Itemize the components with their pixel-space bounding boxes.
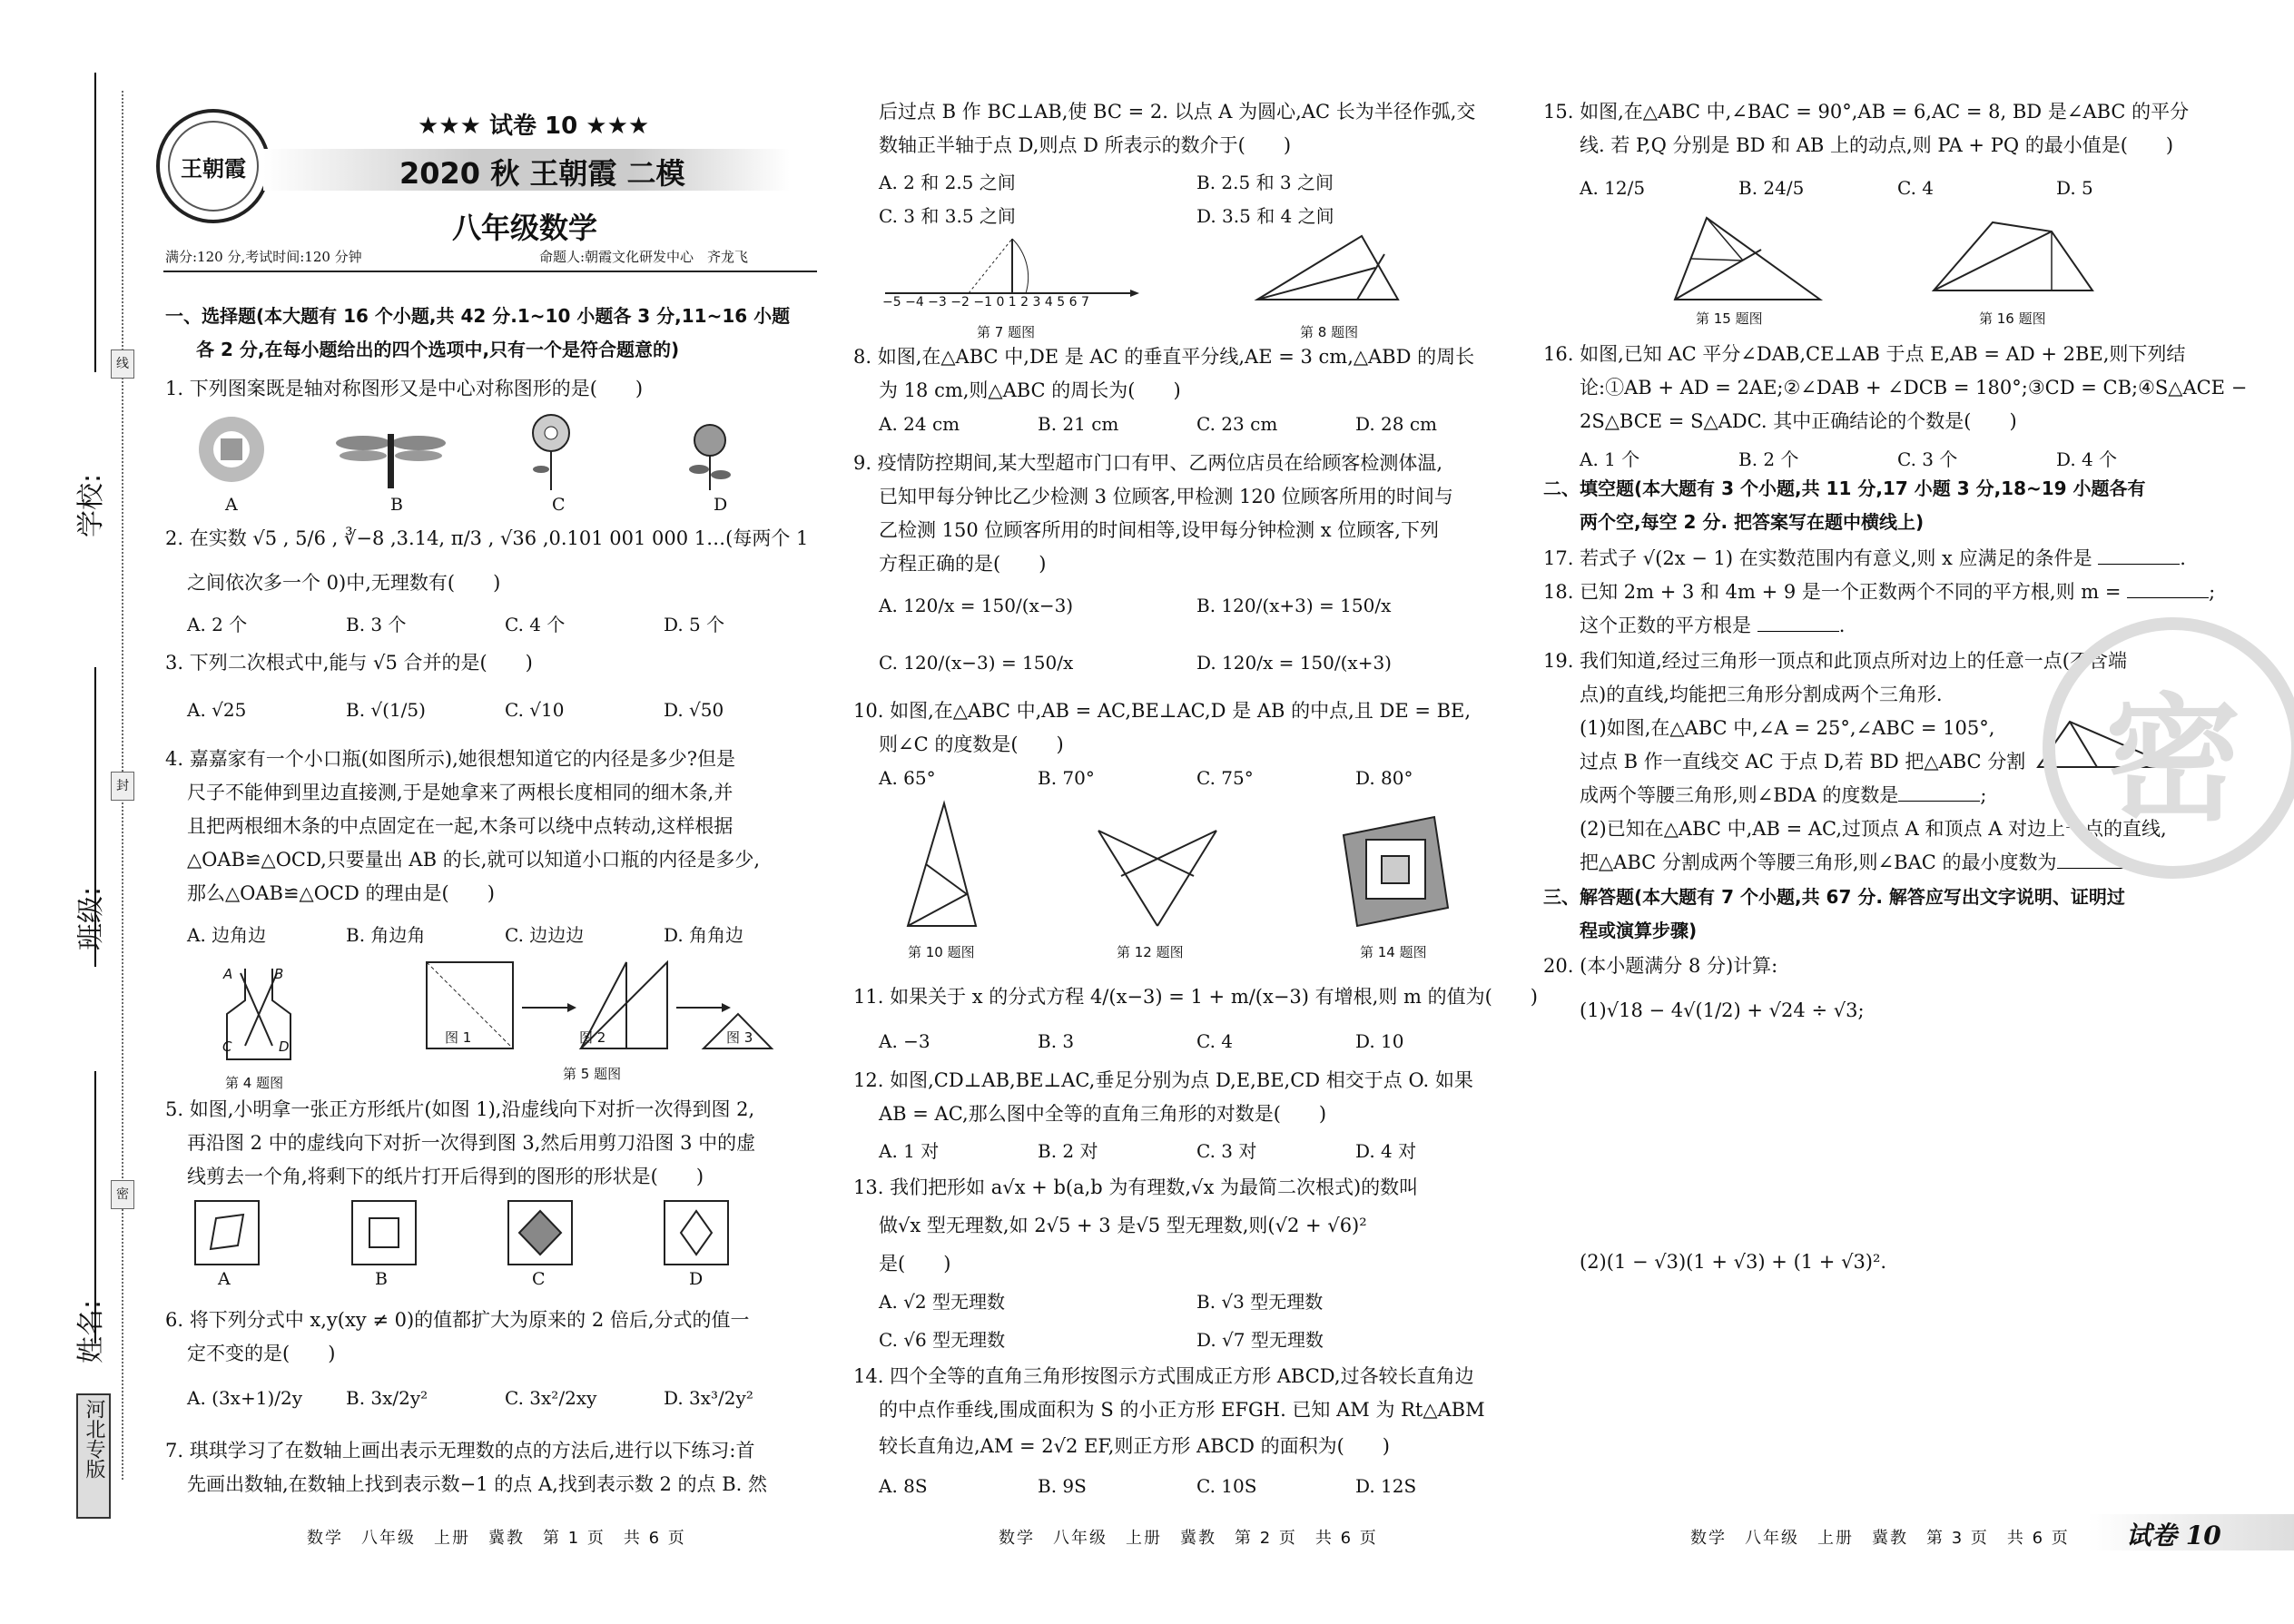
q5-option-shapes: [191, 1198, 753, 1266]
q11-options: [879, 1030, 1404, 1052]
q4-options: [187, 920, 743, 947]
q6-text-2: 定不变的是( ): [187, 1343, 336, 1364]
q4-option-c: C. 边边边: [505, 924, 585, 946]
q9-option-b: B. 120/(x+3) = 150/x: [1196, 595, 1392, 616]
q14-text-1: 14. 四个全等的直角三角形按图示方式围成正方形 ABCD,过各较长直角边: [853, 1365, 1474, 1387]
q5-option-b: B: [375, 1269, 388, 1289]
q5-option-a: A: [218, 1269, 231, 1289]
q7-option-a: A. 2 和 2.5 之间: [879, 172, 1016, 193]
q14-options: [879, 1475, 1416, 1497]
q13-option-d: D. √7 型无理数: [1196, 1329, 1324, 1351]
q8-option-a: A. 24 cm: [879, 413, 960, 435]
q9-text-3: 乙检测 150 位顾客所用的时间相等,设甲每分钟检测 x 位顾客,下列: [879, 519, 1439, 541]
fig5-label-1: 图 1: [445, 1029, 472, 1046]
q7-text-2: 先画出数轴,在数轴上找到表示数−1 的点 A,找到表示数 2 的点 B. 然: [187, 1473, 767, 1495]
q18-blank-2[interactable]: [1757, 631, 1839, 632]
q3-options: [187, 699, 724, 721]
q19-text-7: 把△ABC 分割成两个等腰三角形,则∠BAC 的最小度数为 .: [1580, 851, 2145, 873]
section3-subtitle: 程或演算步骤): [1580, 920, 1698, 941]
fig8-triangle: [1253, 231, 1416, 304]
q8-option-d: D. 28 cm: [1355, 413, 1438, 435]
meta-right: 命题人:朝霞文化研发中心 齐龙飞: [539, 249, 749, 265]
q15-option-b: B. 24/5: [1738, 177, 1805, 199]
q16-text-1: 16. 如图,已知 AC 平分∠DAB,CE⊥AB 于点 E,AB = AD + 2BE,则下列结: [1543, 343, 2186, 365]
q2-option-d: D. 5 个: [664, 614, 725, 635]
q8-text-1: 8. 如图,在△ABC 中,DE 是 AC 的垂直平分线,AE = 3 cm,△ABD 的周长: [853, 346, 1475, 368]
fig10-caption: 第 10 题图: [908, 944, 975, 960]
q9-option-d: D. 120/x = 150/(x+3): [1196, 652, 1392, 674]
q4-option-b: B. 角边角: [346, 924, 426, 946]
fig14-squares: [1334, 812, 1462, 930]
q16-options: [1580, 445, 2117, 471]
q15-option-d: D. 5: [2056, 177, 2093, 199]
q4-option-a: A. 边角边: [187, 924, 267, 946]
fig7-caption: 第 7 题图: [977, 324, 1036, 340]
q3-option-b: B. √(1/5): [346, 699, 426, 721]
q5-option-d: D: [689, 1269, 704, 1289]
q5-option-c: C: [532, 1269, 546, 1289]
q17-blank[interactable]: [2098, 564, 2180, 565]
q16-option-d: D. 4 个: [2056, 448, 2118, 470]
q7-option-d: D. 3.5 和 4 之间: [1196, 205, 1334, 227]
q19-text-1: 19. 我们知道,经过三角形一顶点和此顶点所对边上的任意一点(不含端: [1543, 650, 2127, 672]
q11-text: 11. 如果关于 x 的分式方程 4/(x−3) = 1 + m/(x−3) 有增根,则 m 的值为( ): [853, 986, 1538, 1008]
edition-badge: [76, 1393, 111, 1519]
q9-option-a: A. 120/x = 150/(x−3): [879, 595, 1074, 616]
fig12-diagram: [1089, 822, 1226, 930]
q12-option-c: C. 3 对: [1196, 1140, 1257, 1162]
fig5-label-2: 图 2: [579, 1029, 606, 1046]
q5-text-1: 5. 如图,小明拿一张正方形纸片(如图 1),沿虚线向下对折一次得到图 2,: [165, 1098, 755, 1120]
q7-text-1: 7. 琪琪学习了在数轴上画出表示无理数的点的方法后,进行以下练习:首: [165, 1440, 755, 1462]
q6-option-b: B. 3x/2y²: [346, 1387, 428, 1409]
fig4-label-d: D: [279, 1038, 290, 1055]
fig5-label-3: 图 3: [726, 1029, 753, 1046]
q19-text-3: (1)如图,在△ABC 中,∠A = 25°,∠ABC = 105°,: [1580, 717, 1995, 739]
q4-text-2: 尺子不能伸到里边直接测,于是她拿来了两根长度相同的细木条,并: [187, 782, 733, 803]
q7-option-c: C. 3 和 3.5 之间: [879, 205, 1016, 227]
q7-options-row2: [879, 202, 1334, 228]
q10-option-a: A. 65°: [879, 767, 936, 789]
q15-text-1: 15. 如图,在△ABC 中,∠BAC = 90°,AB = 6,AC = 8, BD 是∠ABC 的平分: [1543, 101, 2190, 123]
q13-options-row2: [879, 1325, 1324, 1352]
q10-text-1: 10. 如图,在△ABC 中,AB = AC,BE⊥AC,D 是 AB 的中点,且 DE = BE,: [853, 700, 1472, 722]
school-label: 学校:: [75, 473, 108, 538]
q9-options-row2: [879, 652, 1392, 674]
q9-option-c: C. 120/(x−3) = 150/x: [879, 652, 1074, 674]
q10-option-b: B. 70°: [1038, 767, 1095, 789]
fig4-label-c: C: [222, 1038, 232, 1055]
q10-option-d: D. 80°: [1355, 767, 1413, 789]
q4-text-3: 且把两根细木条的中点固定在一起,木条可以绕中点转动,这样根据: [187, 815, 733, 837]
fig4-label-a: A: [223, 966, 233, 982]
q2-text-cont: 之间依次多一个 0)中,无理数有( ): [187, 572, 501, 594]
q15-option-c: C. 4: [1897, 177, 1935, 199]
q15-text-2: 线. 若 P,Q 分别是 BD 和 AB 上的动点,则 PA + PQ 的最小值是( ): [1580, 134, 2174, 156]
q13-text-1: 13. 我们把形如 a√x + b(a,b 为有理数,√x 为最简二次根式)的数叫: [853, 1176, 1419, 1198]
fig14-caption: 第 14 题图: [1360, 944, 1427, 960]
binding-line-top: [94, 73, 96, 372]
q9-options-row1: [879, 595, 1391, 616]
seal-stamp-text: 密: [2104, 682, 2241, 840]
footer-page3: 数学 八年级 上册 冀教 第 3 页 共 6 页: [1690, 1529, 2070, 1548]
q15-options: [1580, 177, 2093, 199]
q16-option-a: A. 1 个: [1580, 448, 1640, 470]
q4-text-1: 4. 嘉嘉家有一个小口瓶(如图所示),她很想知道它的内径是多少?但是: [165, 748, 736, 770]
exam-title: 2020 秋 王朝霞 二模: [399, 156, 685, 191]
q9-text-4: 方程正确的是( ): [879, 553, 1047, 575]
logo-text: 王朝霞: [181, 154, 246, 182]
seal-stamp: [2043, 617, 2294, 879]
section3-title: 三、解答题(本大题有 7 个小题,共 67 分. 解答应写出文字说明、证明过: [1543, 886, 2125, 908]
q12-option-d: D. 4 对: [1355, 1140, 1417, 1162]
q14-option-c: C. 10S: [1196, 1475, 1257, 1497]
q4-text-4: △OAB≌△OCD,只要量出 AB 的长,就可以知道小口瓶的内径是多少,: [187, 849, 761, 871]
q1-option-c: C: [552, 495, 566, 515]
q19-text-5: 成两个等腰三角形,则∠BDA 的度数是 ;: [1580, 784, 1987, 806]
q11-option-b: B. 3: [1038, 1030, 1075, 1052]
q16-text-2: 论:①AB + AD = 2AE;②∠DAB + ∠DCB = 180°;③CD = CB;④S△ACE −: [1580, 377, 2248, 399]
q20-part2: (2)(1 − √3)(1 + √3) + (1 + √3)².: [1580, 1251, 1887, 1273]
q8-option-b: B. 21 cm: [1038, 413, 1119, 435]
q18-text-1: 18. 已知 2m + 3 和 4m + 9 是一个正数两个不同的平方根,则 m = ;: [1543, 581, 2216, 603]
q2-option-b: B. 3 个: [346, 614, 407, 635]
seal-mark-seal: 封: [111, 772, 134, 801]
q13-option-a: A. √2 型无理数: [879, 1291, 1005, 1313]
fig15-triangle: [1666, 213, 1829, 304]
q6-options: [187, 1387, 753, 1409]
q5-options: [218, 1269, 703, 1289]
q3-text: 3. 下列二次根式中,能与 √5 合并的是( ): [165, 652, 533, 674]
q3-option-a: A. √25: [187, 699, 247, 721]
q13-options-row1: [879, 1287, 1323, 1314]
q15-option-a: A. 12/5: [1580, 177, 1646, 199]
q14-option-a: A. 8S: [879, 1475, 928, 1497]
q9-text-2: 已知甲每分钟比乙少检测 3 位顾客,甲检测 120 位顾客所用的时间与: [879, 486, 1453, 507]
q14-text-2: 的中点作垂线,围成面积为 S 的小正方形 EFGH. 已知 AM 为 Rt△ABM: [879, 1399, 1485, 1421]
fig4-label-b: B: [274, 966, 284, 982]
section1-subtitle: 各 2 分,在每小题给出的四个选项中,只有一个是符合题意的): [196, 339, 680, 360]
q13-option-b: B. √3 型无理数: [1196, 1291, 1324, 1313]
q4-option-d: D. 角角边: [664, 924, 744, 946]
q12-text-1: 12. 如图,CD⊥AB,BE⊥AC,垂足分别为点 D,E,BE,CD 相交于点 O. 如果: [853, 1069, 1473, 1091]
q6-text-1: 6. 将下列分式中 x,y(xy ≠ 0)的值都扩大为原来的 2 倍后,分式的值一: [165, 1309, 750, 1331]
q2-option-c: C. 4 个: [505, 614, 566, 635]
fig10-triangle: [903, 799, 985, 930]
q1-text: 1. 下列图案既是轴对称图形又是中心对称图形的是( ): [165, 378, 644, 399]
edition-text: 河北专版: [83, 1399, 105, 1479]
q10-options: [879, 767, 1413, 789]
class-label: 班级:: [75, 886, 108, 951]
section1-title: 一、选择题(本大题有 16 个小题,共 42 分.1~10 小题各 3 分,11~16 小题: [165, 305, 791, 327]
q7-options-row1: [879, 168, 1334, 194]
name-label: 姓名:: [75, 1299, 108, 1364]
q20-text: 20. (本小题满分 8 分)计算:: [1543, 955, 1778, 977]
fig8-caption: 第 8 题图: [1300, 324, 1359, 340]
q3-option-c: C. √10: [505, 699, 565, 721]
header-rule: [163, 271, 817, 272]
q6-option-a: A. (3x+1)/2y: [187, 1387, 303, 1409]
q2-option-a: A. 2 个: [187, 614, 248, 635]
paper-label: ★★★ 试卷 10 ★★★: [418, 113, 650, 140]
q12-option-a: A. 1 对: [879, 1140, 940, 1162]
q6-option-c: C. 3x²/2xy: [505, 1387, 597, 1409]
q18-blank-1[interactable]: [2127, 597, 2209, 598]
q10-option-c: C. 75°: [1196, 767, 1254, 789]
fig4-caption: 第 4 题图: [225, 1075, 284, 1091]
q11-option-a: A. −3: [879, 1030, 930, 1052]
q1-option-c-flower: [528, 413, 574, 490]
q1-option-d: D: [714, 495, 728, 515]
q13-option-c: C. √6 型无理数: [879, 1329, 1006, 1351]
q1-option-a-pattern: [195, 413, 268, 486]
q2-options: [187, 610, 724, 636]
q19-text-4: 过点 B 作一直线交 AC 于点 D,若 BD 把△ABC 分割: [1580, 751, 2026, 773]
q8-option-c: C. 23 cm: [1196, 413, 1278, 435]
fig15-caption: 第 15 题图: [1696, 310, 1763, 327]
fig16-caption: 第 16 题图: [1979, 310, 2046, 327]
seal-mark-line: 线: [111, 349, 134, 379]
section2-title: 二、填空题(本大题有 3 个小题,共 11 分,17 小题 3 分,18~19 小题各有: [1543, 477, 2146, 499]
logo: [156, 109, 271, 223]
q1-option-a: A: [225, 495, 238, 515]
q1-options: [225, 495, 727, 515]
q19-text-6: (2)已知在△ABC 中,AB = AC,过顶点 A 和顶点 A 对边上一点的直线,: [1580, 818, 2167, 840]
q1-option-b-dragonfly: [334, 427, 448, 490]
fig7-axis-ticks: −5 −4 −3 −2 −1 0 1 2 3 4 5 6 7: [882, 295, 1089, 310]
q1-option-d-rose: [683, 422, 737, 490]
q16-option-b: B. 2 个: [1738, 448, 1799, 470]
q11-option-c: C. 4: [1196, 1030, 1234, 1052]
q7-text-3: 后过点 B 作 BC⊥AB,使 BC = 2. 以点 A 为圆心,AC 长为半径作弧,交: [879, 101, 1476, 123]
paper-tag: [2088, 1514, 2294, 1550]
q14-text-3: 较长直角边,AM = 2√2 EF,则正方形 ABCD 的面积为( ): [879, 1435, 1390, 1457]
q19-blank-1[interactable]: [1898, 801, 1980, 802]
paper-tag-text: 试卷 10: [2126, 1521, 2221, 1550]
section2-subtitle: 两个空,每空 2 分. 把答案写在题中横线上): [1580, 511, 1925, 533]
q8-options: [879, 413, 1437, 435]
q12-options: [879, 1137, 1416, 1163]
footer-page2: 数学 八年级 上册 冀教 第 2 页 共 6 页: [999, 1529, 1378, 1548]
seal-mark-secret: 密: [111, 1180, 134, 1209]
fig16-quadrilateral: [1929, 213, 2102, 304]
q10-text-2: 则∠C 的度数是( ): [879, 733, 1064, 755]
q7-option-b: B. 2.5 和 3 之间: [1196, 172, 1334, 193]
q17-text: 17. 若式子 √(2x − 1) 在实数范围内有意义,则 x 应满足的条件是 .: [1543, 547, 2186, 569]
footer-page1: 数学 八年级 上册 冀教 第 1 页 共 6 页: [307, 1529, 686, 1548]
q12-option-b: B. 2 对: [1038, 1140, 1098, 1162]
fig5-caption: 第 5 题图: [563, 1066, 622, 1082]
q14-option-b: B. 9S: [1038, 1475, 1087, 1497]
q3-option-d: D. √50: [664, 699, 724, 721]
q13-text-3: 是( ): [879, 1253, 951, 1275]
q11-option-d: D. 10: [1355, 1030, 1404, 1052]
q1-option-b: B: [390, 495, 403, 515]
q8-text-2: 为 18 cm,则△ABC 的周长为( ): [879, 379, 1181, 401]
fig12-caption: 第 12 题图: [1117, 944, 1184, 960]
q6-option-d: D. 3x³/2y²: [664, 1387, 753, 1409]
q19-text-2: 点)的直线,均能把三角形分割成两个三角形.: [1580, 684, 1943, 705]
subject-title: 八年级数学: [452, 211, 598, 245]
q7-text-4: 数轴正半轴于点 D,则点 D 所表示的数介于( ): [879, 134, 1292, 156]
q18-text-2: 这个正数的平方根是 .: [1580, 615, 1846, 636]
q13-text-2: 做√x 型无理数,如 2√5 + 3 是√5 型无理数,则(√2 + √6)²: [879, 1215, 1367, 1236]
meta-left: 满分:120 分,考试时间:120 分钟: [165, 249, 362, 265]
q20-part1: (1)√18 − 4√(1/2) + √24 ÷ √3;: [1580, 999, 1865, 1021]
q9-text-1: 9. 疫情防控期间,某大型超市门口有甲、乙两位店员在给顾客检测体温,: [853, 452, 1443, 474]
q4-text-5: 那么△OAB≌△OCD 的理由是( ): [187, 882, 495, 904]
q16-option-c: C. 3 个: [1897, 448, 1958, 470]
q12-text-2: AB = AC,那么图中全等的直角三角形的对数是( ): [879, 1103, 1327, 1125]
q5-text-3: 线剪去一个角,将剩下的纸片打开后得到的图形的形状是( ): [187, 1166, 704, 1187]
q16-text-3: 2S△BCE = S△ADC. 其中正确结论的个数是( ): [1580, 410, 2017, 432]
q2-text: 2. 在实数 √5 , 5/6 , ∛−8 ,3.14, π/3 , √36 ,0.101 001 000 1…(每两个 1: [165, 527, 809, 549]
fig7-number-line: [885, 231, 1139, 304]
q14-option-d: D. 12S: [1355, 1475, 1417, 1497]
q5-text-2: 再沿图 2 中的虚线向下对折一次得到图 3,然后用剪刀沿图 3 中的虚: [187, 1132, 756, 1154]
